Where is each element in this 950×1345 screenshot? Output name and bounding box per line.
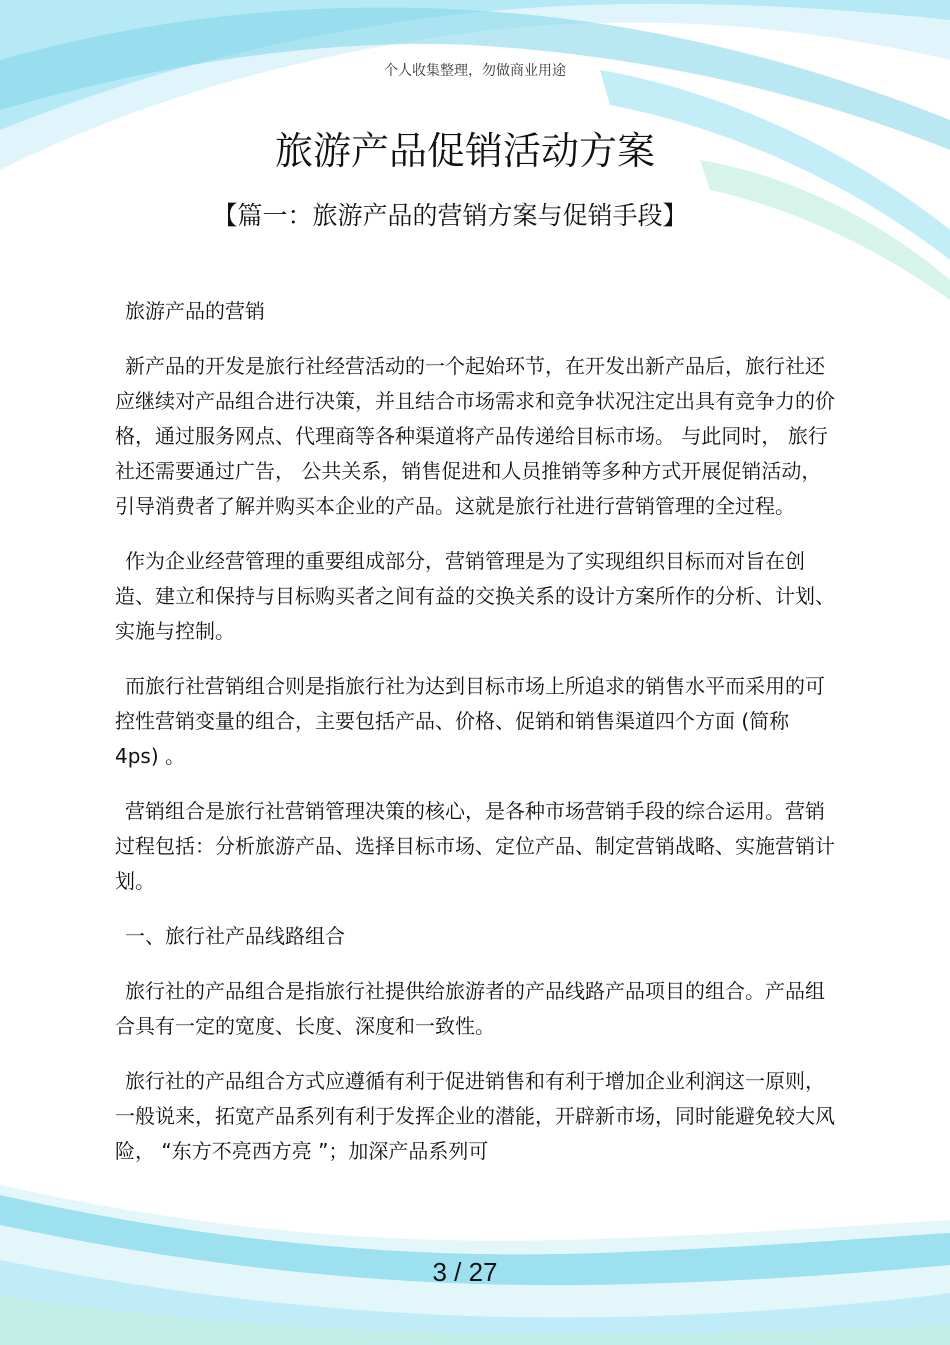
paragraph: 营销组合是旅行社营销管理决策的核心，是各种市场营销手段的综合运用。营销过程包括：分析旅游产品、选择目标市场、定位产品、制定营销战略、实施营销计划。 bbox=[115, 799, 835, 893]
document-title: 旅游产品促销活动方案 bbox=[274, 129, 655, 173]
paragraph: 新产品的开发是旅行社经营活动的一个起始环节，在开发出新产品后，旅行社还应继续对产品组合进行决策，并且结合市场需求和竞争状况注定出具有竞争力的价格，通过服务网点、代理商等各种渠道将产品传递给目标市场。 与此同时， 旅行社还需要通过广告， 公共关系，销售促进和人员推销等多种方式开展促销活动，引导消费者了解并购买本企业的产品。这就是旅行社进行营销管理的全过程。 bbox=[115, 354, 835, 518]
page-number: 3 / 27 bbox=[432, 1257, 498, 1287]
paragraph: 旅行社的产品组合方式应遵循有利于促进销售和有利于增加企业利润这一原则，一般说来，拓宽产品系列有利于发挥企业的潜能，开辟新市场，同时能避免较大风险， “东方不亮西方亮 ”；加深产品系列可 bbox=[115, 1069, 835, 1163]
paragraph: 而旅行社营销组合则是指旅行社为达到目标市场上所追求的销售水平而采用的可控性营销变量的组合，主要包括产品、价格、促销和销售渠道四个方面 (简称 4ps) 。 bbox=[115, 674, 825, 768]
decorative-wave-bottom bbox=[0, 1165, 950, 1345]
paragraph: 作为企业经营管理的重要组成部分，营销管理是为了实现组织目标而对旨在创造、建立和保持与目标购买者之间有益的交换关系的设计方案所作的分析、计划、实施与控制。 bbox=[115, 549, 835, 643]
paragraph: 旅游产品的营销 bbox=[125, 299, 265, 323]
paragraph: 旅行社的产品组合是指旅行社提供给旅游者的产品线路产品项目的组合。产品组合具有一定的宽度、长度、深度和一致性。 bbox=[115, 979, 825, 1038]
section-heading: 一、旅行社产品线路组合 bbox=[125, 924, 345, 948]
header-note: 个人收集整理，勿做商业用途 bbox=[384, 63, 566, 79]
section-subtitle: 【篇一：旅游产品的营销方案与促销手段】 bbox=[212, 201, 688, 230]
document-body bbox=[115, 294, 835, 1189]
